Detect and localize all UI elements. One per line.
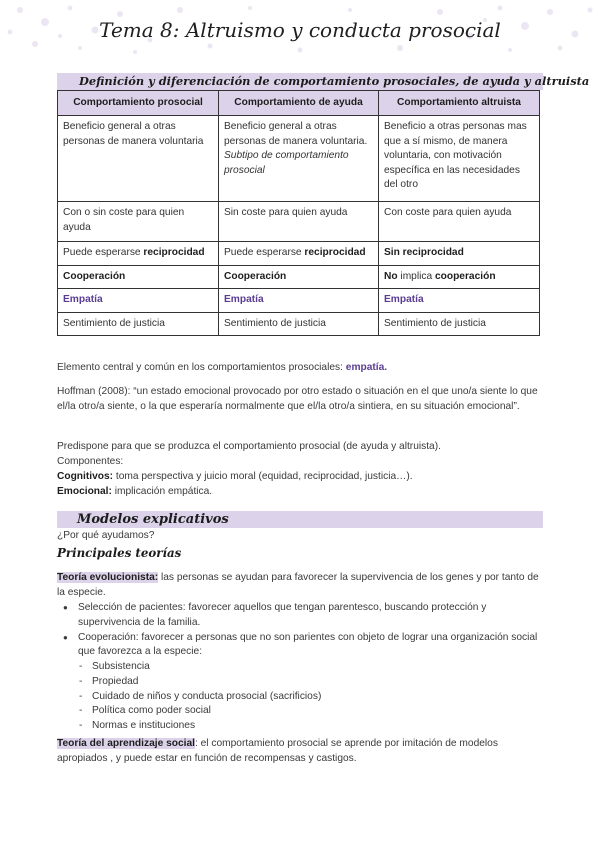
dash-list bbox=[57, 660, 539, 734]
table-header-cell: Comportamiento altruista bbox=[379, 91, 540, 116]
cell-text-bold: cooperación bbox=[434, 270, 496, 282]
evolutionary-theory-paragraph bbox=[57, 571, 539, 601]
cell-text-bold: No bbox=[384, 270, 398, 282]
cell-text: Puede esperarse bbox=[224, 247, 305, 258]
social-learning-theory-text: : el comportamiento prosocial se aprende por imitación de modelos apropiados , y puede estar en función de recompensas y castigos. bbox=[57, 738, 498, 764]
evolutionary-theory-label: Teoría evolucionista: bbox=[57, 572, 159, 583]
section-heading: Modelos explicativos bbox=[77, 512, 229, 527]
list-item: - Subsistencia bbox=[57, 660, 539, 675]
comparison-table bbox=[57, 90, 540, 336]
social-learning-theory-paragraph bbox=[57, 737, 539, 767]
bullet-list bbox=[57, 601, 539, 660]
table-cell: Empatía bbox=[58, 289, 219, 313]
emotional-line bbox=[57, 485, 539, 500]
cell-text: implica bbox=[397, 270, 435, 282]
list-item: ● Cooperación: favorecer a personas que no son parientes con objeto de lograr una organización social que favorezca a la especie: bbox=[57, 631, 539, 661]
table-cell: Empatía bbox=[219, 289, 379, 313]
table-header-cell: Comportamiento prosocial bbox=[58, 91, 219, 116]
table-cell: Beneficio a otras personas mas que a sí mismo, de manera voluntaria, con motivación específica en las necesidades del otro bbox=[379, 116, 540, 202]
table-cell bbox=[379, 265, 540, 289]
cell-text-italic: Subtipo de comportamiento prosocial bbox=[224, 150, 349, 176]
table-cell bbox=[219, 242, 379, 266]
cognitive-text: toma perspectiva y juicio moral (equidad, reciprocidad, justicia…). bbox=[113, 471, 413, 482]
table-row bbox=[58, 312, 540, 336]
list-item: - Propiedad bbox=[57, 675, 539, 690]
subheading: Principales teorías bbox=[57, 546, 182, 560]
emotional-label: Emocional: bbox=[57, 486, 112, 497]
table-cell: Con o sin coste para quien ayuda bbox=[58, 202, 219, 242]
hoffman-paragraph: Hoffman (2008): “un estado emocional provocado por otro estado o situación en el que uno/a siente lo que el/la otro/a siente, o la que esperaría normalmente que el/la otro/a sintiera, en su situación emocional”. bbox=[57, 386, 538, 412]
central-element-paragraph bbox=[57, 361, 539, 376]
table-header-cell: Comportamiento de ayuda bbox=[219, 91, 379, 116]
cell-text: Beneficio general a otras personas de manera voluntaria. bbox=[224, 121, 368, 147]
social-learning-theory-label: Teoría del aprendizaje social bbox=[57, 738, 195, 749]
paragraph-text: Elemento central y común en los comportamientos prosociales: bbox=[57, 362, 346, 373]
cognitive-line bbox=[57, 470, 539, 485]
table-row bbox=[58, 116, 540, 202]
table-cell: Cooperación bbox=[219, 265, 379, 289]
table-header-row bbox=[58, 91, 540, 116]
list-item: - Política como poder social bbox=[57, 704, 539, 719]
section-heading: Definición y diferenciación de comportamiento prosociales, de ayuda y altruista bbox=[79, 74, 590, 88]
table-cell: Sentimiento de justicia bbox=[219, 312, 379, 336]
table-row bbox=[58, 265, 540, 289]
table-cell: Sin reciprocidad bbox=[379, 242, 540, 266]
cell-text-bold: reciprocidad bbox=[304, 247, 366, 258]
table-cell bbox=[219, 116, 379, 202]
page-title: Tema 8: Altruismo y conducta prosocial bbox=[99, 18, 501, 42]
list-item: - Normas e instituciones bbox=[57, 719, 539, 734]
evolutionary-theory-text: las personas se ayudan para favorecer la supervivencia de los genes y por tanto de la especie. bbox=[57, 572, 539, 598]
question-text: ¿Por qué ayudamos? bbox=[57, 530, 155, 541]
predispone-paragraph: Predispone para que se produzca el comportamiento prosocial (de ayuda y altruista). bbox=[57, 441, 441, 452]
cell-text: Puede esperarse bbox=[63, 247, 144, 258]
table-cell: Sentimiento de justicia bbox=[379, 312, 540, 336]
cognitive-label: Cognitivos: bbox=[57, 471, 114, 482]
componentes-label: Componentes: bbox=[57, 456, 124, 467]
table-cell: Con coste para quien ayuda bbox=[379, 202, 540, 242]
list-item: ● Selección de pacientes: favorecer aquellos que tengan parentesco, buscando protección y supervivencia de la familia. bbox=[57, 601, 539, 631]
table-cell: Cooperación bbox=[58, 265, 219, 289]
table-row bbox=[58, 242, 540, 266]
table-row bbox=[58, 202, 540, 242]
table-cell: Beneficio general a otras personas de manera voluntaria bbox=[58, 116, 219, 202]
table-cell: Sentimiento de justicia bbox=[58, 312, 219, 336]
list-item: - Cuidado de niños y conducta prosocial (sacrificios) bbox=[57, 690, 539, 705]
table-cell: Sin coste para quien ayuda bbox=[219, 202, 379, 242]
emotional-text: implicación empática. bbox=[111, 486, 213, 497]
table-cell: Empatía bbox=[379, 289, 540, 313]
table-row bbox=[58, 289, 540, 313]
empathy-highlight: empatía. bbox=[345, 362, 388, 373]
table-cell bbox=[58, 242, 219, 266]
cell-text-bold: reciprocidad bbox=[143, 247, 205, 258]
